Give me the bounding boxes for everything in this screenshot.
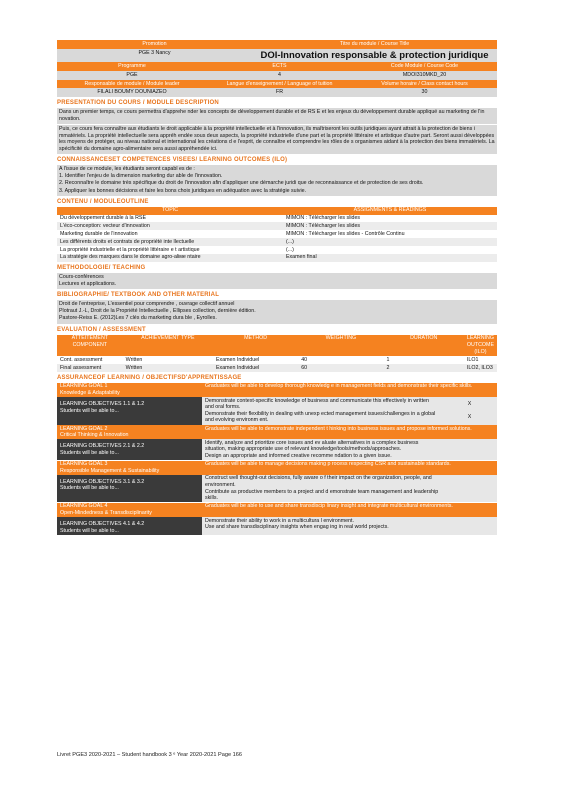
objective-label-cell [57, 475, 202, 502]
eval-header-component: ATTEITEMENT COMPONENT [57, 335, 123, 357]
aol-goals [57, 383, 497, 535]
eval-cell: Written [125, 356, 143, 363]
objective-sub: Students will be able to... [60, 527, 119, 534]
table-row [57, 238, 497, 246]
langue-label: Langue d'enseignement / Language of tuition [207, 80, 352, 89]
eval-cell: 1 [386, 356, 390, 363]
contenu-topic: La propriété industrielle et la propriété littéraire e t artistique [60, 246, 200, 253]
contenu-topic: Marketing durable de l'innovation [60, 230, 138, 237]
eval-cell: Final assessment [57, 364, 123, 372]
biblio-line: Plotraut J.-L, Droit de la Propriété Intellectuelle , Ellipses collection, dernière édition. [59, 308, 256, 315]
contenu-assignment: MIMON : Télécharger les slides [283, 222, 497, 230]
eval-header-duration: DURATION [384, 335, 464, 357]
eval-cell: Examen Individuel [213, 364, 298, 372]
biblio-line: Droit de l'entreprise, L'essentiel pour comprendre , ouvrage collectif annuel [59, 301, 235, 308]
eval-cell: Examen Individuel [216, 356, 260, 363]
biblio-line: Pastore-Reiss E. (2012)Les 7 clés du marketing dura ble , Eyrolles. [59, 315, 217, 322]
eval-cell: 60 [298, 364, 383, 372]
contenu-assignment: MIMON : Télécharger les slides [286, 215, 361, 222]
langue-value: FR [207, 88, 352, 97]
objective-label: LEARNING OBJECTIVES 4.1 & 4.2 [60, 521, 145, 528]
contenu-header-topic: TOPIC [57, 207, 283, 215]
code-value: MDOI310MKD_20 [352, 71, 497, 80]
eval-header-ilo: LEARNING OUTCOME (ILO) [464, 335, 497, 357]
objective-mark [442, 439, 497, 460]
competences-heading: CONNAISSANCESET COMPETENCES VISEES/ LEARNING OUTCOMES (ILO) [57, 157, 288, 164]
goal-label-cell [57, 503, 202, 517]
volume-label: Volume horaire / Class contact hours [352, 80, 497, 89]
objective-label: LEARNING OBJECTIVES 3.1 & 3.2 [60, 478, 145, 485]
objective-label-cell [57, 517, 202, 535]
objective-text: Demonstrate context-specific knowledge of business and communicate this effectively in written and oral forms. Demonstrate their flexibility in dealing with unexp ected management issues/challenges in a global and evolving environm ent. [202, 397, 442, 424]
volume-value: 30 [352, 88, 497, 97]
methodo-heading: METHODOLOGIE/ TEACHING [57, 264, 146, 271]
objective-mark [442, 475, 497, 502]
objective-label: LEARNING OBJECTIVES 1.1 & 1.2 [60, 401, 145, 408]
page-footer: Livret PGE3 2020-2021 – Student handbook 3 ᵉ Year 2020-2021 Page 166 [57, 752, 242, 758]
competences-line: 3. Appliquer les bonnes décisions et faire les bons choix juridiques en adéquation avec la stratégie suivie. [59, 187, 307, 194]
objective-sub: Students will be able to... [60, 407, 119, 414]
methodo-block [57, 273, 497, 289]
learning-objective-row [57, 439, 497, 460]
goal-name: Critical Thinking & Innovation [60, 432, 129, 439]
contenu-topic: Du développement durable à la RSE [60, 215, 146, 222]
goal-name: Responsible Management & Sustainability [60, 467, 160, 474]
contenu-topic: L'éco-conception: vecteur d'innovation [57, 222, 283, 230]
goal-label-cell [57, 425, 202, 439]
presentation-para-1: Dans un premier temps, ce cours permettra d'apprehe nder les concepts de développement durable et de RS E et les enjeux du développement durable appliqué au marketing de l'in novation. [57, 108, 497, 124]
programme-value: PGE [57, 71, 207, 80]
contenu-assignment: (...) [283, 238, 497, 246]
eval-heading: EVALUATION / ASSESSMENT [57, 326, 146, 333]
methodo-line: Lectures et applications. [59, 281, 117, 287]
objective-mark: X X [442, 397, 497, 424]
objective-text: Identify, analyze and prioritize core issues and ev aluate alternatives in a complex business situation, making appropriate use of relevant knowledge/tools/methods/approaches. Design an appropriate and informed creative recomme ndation to a given issue. [202, 439, 442, 460]
learning-objective-row [57, 397, 497, 424]
eval-header-type: ACHIEVEMENT TYPE [123, 335, 213, 357]
course-title: DOI-Innovation responsable & protection juridique [252, 49, 497, 63]
ects-value: 4 [207, 71, 352, 80]
table-row [57, 222, 497, 230]
goal-text: Graduates will be able to demonstrate independent t hinking into business issues and propose informed solutions. [202, 425, 497, 439]
table-row [57, 254, 497, 262]
objective-text: Demonstrate their ability to work in a multicultura l environment. Use and share transdisciplinary insights when engag ing in real world projects. [202, 517, 442, 535]
table-row [57, 230, 497, 238]
contenu-assignment: (...) [286, 246, 294, 253]
contenu-topic: La stratégie des marques dans le domaine agro-aliме ntaire [57, 254, 283, 262]
competences-line: A l'issue de ce module, les étudiants seront capabl es de : [59, 166, 195, 173]
responsable-value: FILALI BOUMY DOUNIAZEO [57, 88, 207, 97]
goal-text: Graduates will be able to use and share transdiscip linary insight and integrate multicultural environments. [202, 503, 497, 517]
goal-name: Open-Mindedness & Transdisciplinarity [60, 509, 152, 516]
objective-label: LEARNING OBJECTIVES 2.1 & 2.2 [60, 443, 145, 450]
contenu-table [57, 207, 497, 262]
eval-cell: 40 [301, 356, 308, 363]
aol-heading: ASSURANCEOF LEARNING / OBJECTIFSD'APPRENTISSAGE [57, 374, 242, 381]
goal-label: LEARNING GOAL 1 [60, 383, 108, 390]
table-row [57, 215, 497, 223]
objective-text: Construct well thought-out decisions, fully aware o f their impact on the organization, people, and environment. Contribute as productive members to a project and d emonstrate team management and leadership skills. [202, 475, 442, 502]
presentation-heading: PRESENTATION DU COURS / MODULE DESCRIPTION [57, 99, 219, 106]
goal-text: Graduates will be able to manage decisions making p rocess respecting CSR and sustainable standards. [202, 461, 497, 475]
methodo-line: Cours-conférences [59, 273, 104, 280]
header-row-6 [57, 88, 497, 97]
contenu-assignment: MIMON : Télécharger les slides - Contrôle Continu [286, 230, 405, 237]
eval-cell: ILO1 [466, 356, 479, 363]
learning-goal-row [57, 425, 497, 439]
goal-text: Graduates will be able to develop thorough knowledg e in management fields and demonstrate their specific skills. [202, 383, 497, 397]
competences-line: 1. Identifier l'enjeu de la dimension marketing dur able de l'innovation. [59, 173, 223, 180]
contenu-header-assignments: ASSIGNMENTS & READINGS [283, 207, 497, 215]
objective-label-cell [57, 439, 202, 460]
eval-cell: 2 [384, 364, 464, 372]
code-label: Code Module / Course Code [352, 62, 497, 71]
ects-label: ECTS [207, 62, 352, 71]
eval-cell: Cont. assessment [60, 356, 103, 363]
responsable-label: Responsable de module / Module leader [57, 80, 207, 89]
presentation-para-2: Puis, ce cours fera connaître aux étudiants le droit applicable à la propriété intellectuelle et à l'innovation, ils maîtriseront les outils juridiques ayant attrait à la protection de biens i mmatériels. La propriété intellectuelle sera appréh endée sous deux aspects, la propriété industrielle d'une part et la propriété littéraire et artistique d'autre part. Seront aussi développées les moyens de protéger, au niveau national et international les créations d e l'esprit, de connaître et comprendre les rôles de s organismes aidant à la protection des biens immatériels. La spécificité du domaine agro-alimentaire sera aussi appréhendée ici. [57, 125, 497, 155]
programme-label: Programme [57, 62, 207, 71]
objective-sub: Students will be able to... [60, 485, 119, 492]
learning-objective-row [57, 475, 497, 502]
promotion-label: Promotion [57, 40, 252, 49]
header-row-3 [57, 62, 497, 71]
learning-goal-row [57, 383, 497, 397]
goal-label: LEARNING GOAL 3 [60, 461, 108, 468]
table-row [57, 356, 497, 364]
goal-label-cell [57, 461, 202, 475]
eval-cell: ILO2, ILO3 [464, 364, 497, 372]
eval-table [57, 335, 497, 372]
objective-label-cell [57, 397, 202, 424]
contenu-topic: Les différents droits et contrats de propriété inte llectuelle [57, 238, 283, 246]
title-label: Titre du module / Course Title [252, 40, 497, 49]
contenu-assignment: Examen final [283, 254, 497, 262]
learning-objective-row [57, 517, 497, 535]
goal-label: LEARNING GOAL 4 [60, 503, 108, 510]
biblio-heading: BIBLIOGRAPHIE/ TEXTBOOK AND OTHER MATERIAL [57, 292, 220, 299]
promotion-value: PGE 3 Nancy [57, 49, 252, 63]
eval-cell: Written [123, 364, 213, 372]
learning-goal-row [57, 503, 497, 517]
eval-header-method: METHOD [213, 335, 298, 357]
table-row [57, 364, 497, 372]
document-page [57, 40, 497, 535]
contenu-heading: CONTENU / MODULEOUTLINE [57, 198, 149, 205]
objective-mark [442, 517, 497, 535]
table-row [57, 246, 497, 254]
biblio-block [57, 300, 497, 323]
goal-label: LEARNING GOAL 2 [60, 425, 108, 432]
header-row-4 [57, 71, 497, 80]
header-row-2 [57, 49, 497, 63]
goal-label-cell [57, 383, 202, 397]
header-row-5 [57, 80, 497, 89]
learning-goal-row [57, 461, 497, 475]
goal-name: Knowledge & Adaptability [60, 390, 120, 397]
competences-line: 2. Reconnaître le domaine très spécifique du droit de l'innovation afin d'appliquer une démarche juridi que de reconnaissance et de protection de ses droits. [59, 180, 424, 187]
objective-sub: Students will be able to... [60, 449, 119, 456]
competences-block [57, 165, 497, 196]
eval-header-weighting: WEIGHTING [298, 335, 383, 357]
header-row-1 [57, 40, 497, 49]
